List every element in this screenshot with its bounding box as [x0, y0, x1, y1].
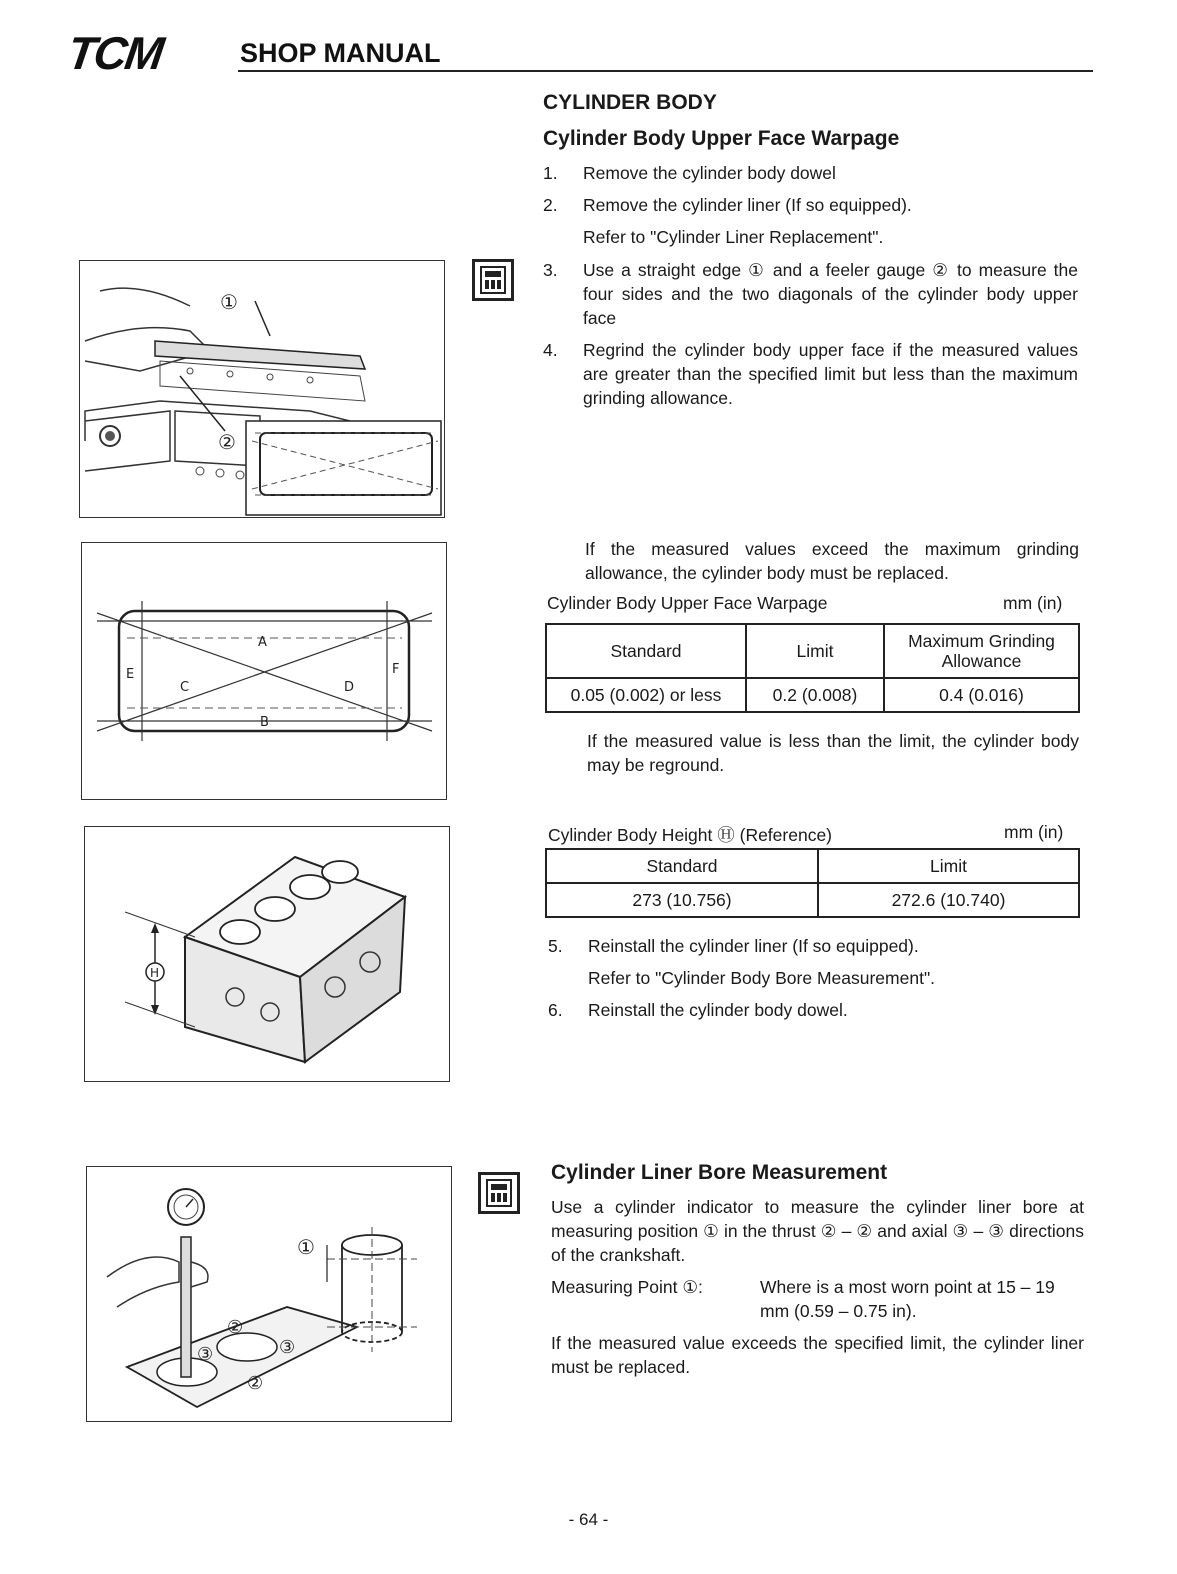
step-text: Reinstall the cylinder body dowel. — [588, 1000, 848, 1020]
label-e: E — [126, 667, 135, 682]
step-reference: Refer to "Cylinder Body Bore Measurement". — [588, 968, 936, 988]
step-text: Use a straight edge ① and a feeler gauge ② to measure the four sides and the two diagonals of the cylinder body upper face — [583, 260, 1078, 328]
step-2 — [543, 193, 1083, 249]
step-number: 4. — [543, 340, 558, 360]
step-number: 6. — [548, 1000, 563, 1020]
header-standard: Standard — [546, 624, 746, 678]
liner-replace-note: If the measured value exceeds the specified limit, the cylinder liner must be replaced. — [551, 1333, 1084, 1377]
cell-limit: 0.2 (0.008) — [746, 678, 884, 712]
measuring-point-value: Where is a most worn point at 15 – 19 mm (0.59 – 0.75 in). — [760, 1277, 1055, 1321]
table-row — [546, 883, 1079, 917]
height-table-unit: mm (in) — [1004, 822, 1064, 842]
cell-standard: 0.05 (0.002) or less — [546, 678, 746, 712]
cell-standard: 273 (10.756) — [546, 883, 818, 917]
warpage-table-caption: Cylinder Body Upper Face Warpage — [547, 593, 828, 613]
table-header-row — [546, 624, 1079, 678]
page-number: - 64 - — [568, 1510, 609, 1529]
label-h: H — [150, 966, 160, 980]
label-a: A — [258, 635, 267, 650]
step-number: 1. — [543, 163, 558, 183]
warpage-spec-table — [545, 623, 1080, 713]
step-number: 2. — [543, 195, 558, 215]
liner-bore-title: Cylinder Liner Bore Measurement — [551, 1161, 888, 1184]
step-text: Remove the cylinder body dowel — [583, 163, 836, 183]
cell-max-grinding: 0.4 (0.016) — [884, 678, 1079, 712]
warpage-table-unit: mm (in) — [1003, 593, 1063, 613]
step-text: Reinstall the cylinder liner (If so equipped). — [588, 936, 919, 956]
table-header-row — [546, 849, 1079, 883]
less-than-limit-note: If the measured value is less than the limit, the cylinder body may be reground. — [587, 731, 1079, 775]
step-number: 5. — [548, 936, 563, 956]
header-standard: Standard — [546, 849, 818, 883]
step-text: Remove the cylinder liner (If so equipped). — [583, 195, 912, 215]
figure-cylinder-body-height — [84, 826, 450, 1082]
step-1 — [543, 161, 1083, 185]
exceed-note: If the measured values exceed the maximum grinding allowance, the cylinder body must be replaced. — [585, 539, 1079, 583]
step-number: 3. — [543, 260, 558, 280]
figure-straight-edge — [79, 260, 445, 518]
label-b: B — [260, 715, 269, 730]
callout-axial-right: ③ — [279, 1337, 296, 1358]
section-title: CYLINDER BODY — [543, 91, 717, 114]
manual-title: SHOP MANUAL — [240, 38, 441, 68]
header-limit: Limit — [746, 624, 884, 678]
callout-feeler-gauge: ② — [218, 430, 236, 454]
label-f: F — [392, 662, 400, 677]
figure-measuring-pattern — [81, 542, 447, 800]
measuring-point-label: Measuring Point ①: — [551, 1277, 703, 1297]
step-4 — [543, 338, 1083, 410]
service-note-icon — [478, 1172, 520, 1214]
header-rule — [238, 70, 1093, 72]
step-3 — [543, 258, 1083, 330]
warpage-title: Cylinder Body Upper Face Warpage — [543, 127, 900, 150]
header-limit: Limit — [818, 849, 1079, 883]
callout-thrust-bottom: ② — [247, 1373, 264, 1394]
step-5 — [548, 934, 1088, 990]
callout-measuring-position: ① — [297, 1235, 315, 1259]
callout-axial-left: ③ — [197, 1344, 214, 1365]
step-6 — [548, 998, 1088, 1022]
liner-bore-intro: Use a cylinder indicator to measure the cylinder liner bore at measuring position ① in the thrust ② – ② and axial ③ – ③ directions of the crankshaft. — [551, 1197, 1084, 1265]
tcm-logo: TCM — [64, 27, 166, 79]
step-text: Regrind the cylinder body upper face if the measured values are greater than the specified limit but less than the maximum grinding allowance. — [583, 340, 1078, 408]
cell-limit: 272.6 (10.740) — [818, 883, 1079, 917]
figure-cylinder-indicator — [86, 1166, 452, 1422]
callout-thrust-top: ② — [227, 1317, 244, 1338]
header-max-grinding: Maximum Grinding Allowance — [884, 624, 1079, 678]
callout-straight-edge: ① — [220, 290, 238, 314]
height-table-caption: Cylinder Body Height Ⓗ (Reference) — [548, 825, 833, 845]
service-note-icon — [472, 259, 514, 301]
table-row — [546, 678, 1079, 712]
label-c: C — [180, 680, 190, 695]
height-spec-table — [545, 848, 1080, 918]
label-d: D — [344, 680, 355, 695]
step-reference: Refer to "Cylinder Liner Replacement". — [583, 227, 884, 247]
